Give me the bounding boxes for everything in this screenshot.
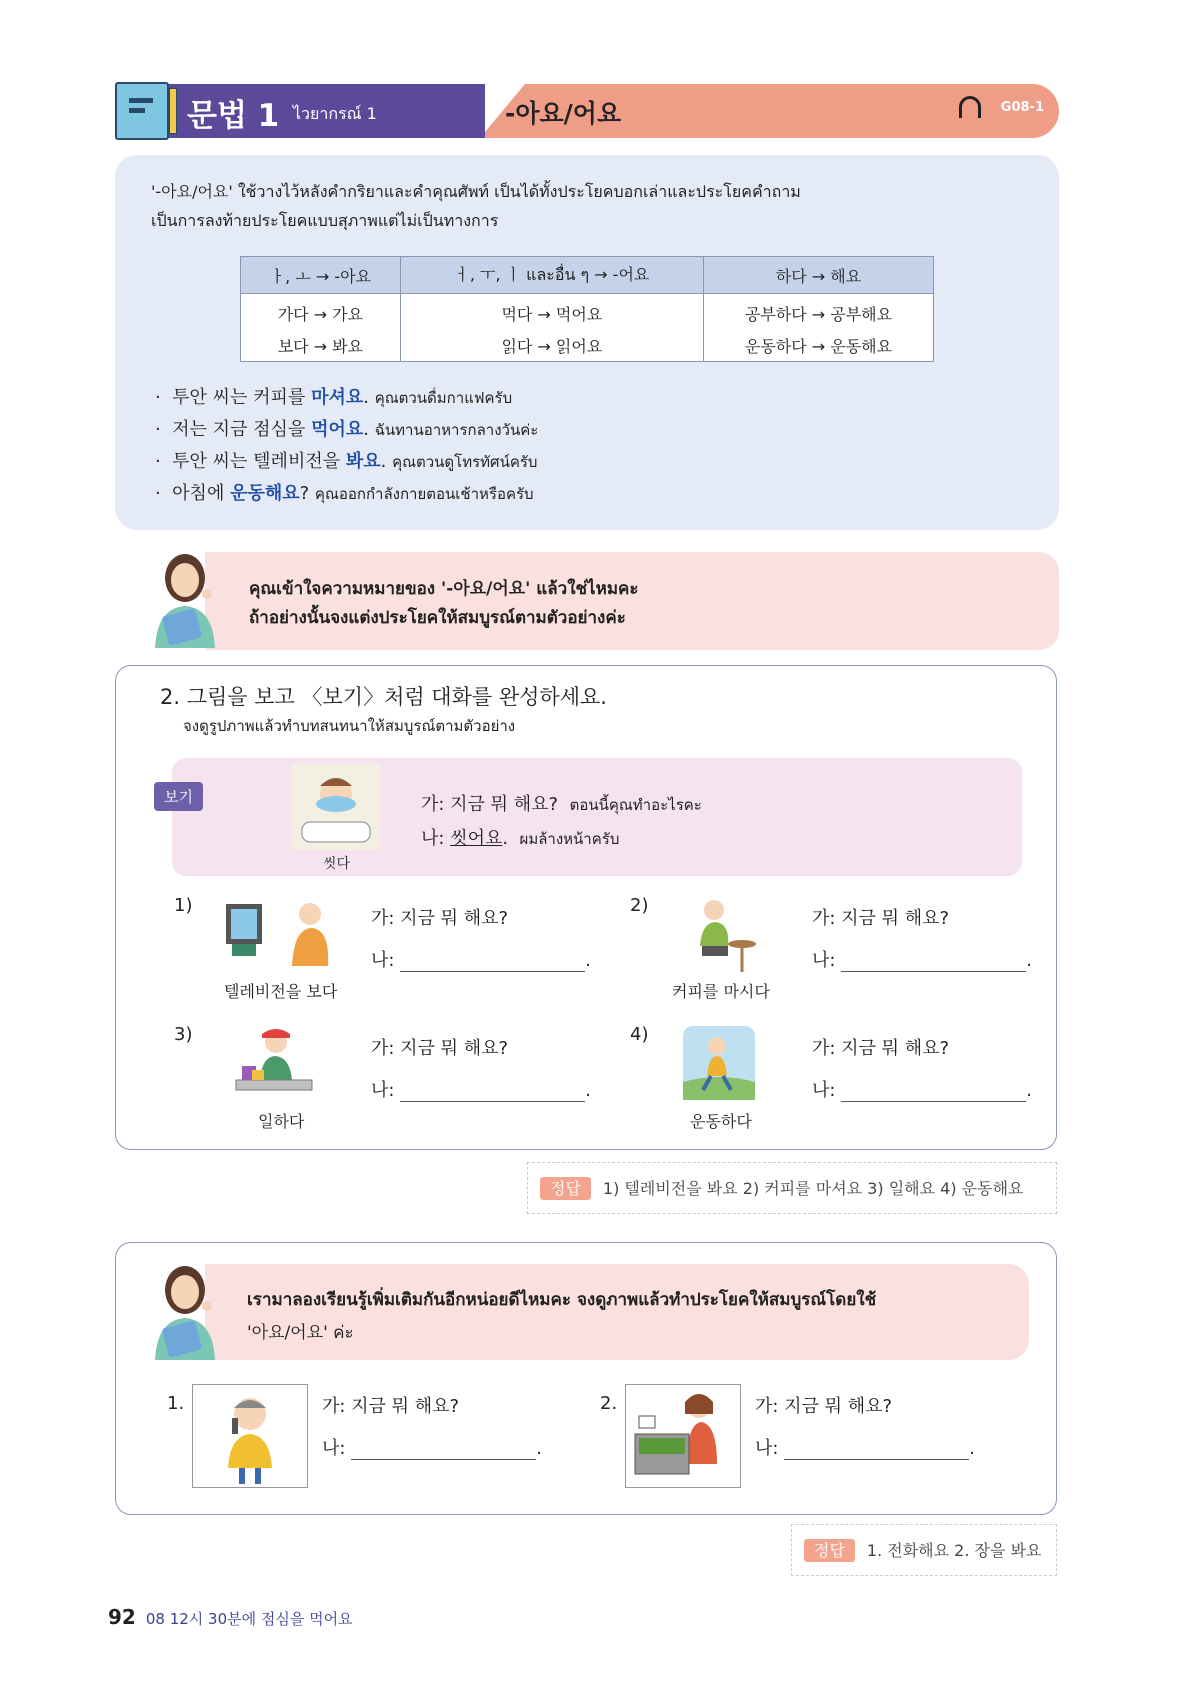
item-answer: 나: . <box>371 1080 591 1101</box>
bubble-line-1: คุณเข้าใจความหมายของ '-아요/어요' แล้วใช่ไหมคะ <box>249 579 639 599</box>
table-header: ㅏ, ㅗ → -아요 <box>241 257 401 294</box>
item-number: 2. <box>600 1393 618 1414</box>
item-question: 가: 지금 뭐 해요? <box>371 1038 509 1059</box>
table-header: ㅓ, ㅜ, ㅣ และอื่น ๆ → -어요 <box>400 257 703 294</box>
item-answer: 나: . <box>322 1438 542 1459</box>
item-question: 가: 지금 뭐 해요? <box>812 908 950 929</box>
item-answer: 나: . <box>812 1080 1032 1101</box>
working-picture <box>232 1024 316 1102</box>
example-sentence: · 투안 씨는 커피를 마셔요. คุณตวนดื่มกาแฟครับ <box>155 387 513 408</box>
grammar-explanation-box <box>115 155 1059 530</box>
headphone-icon[interactable] <box>959 96 981 118</box>
example-sentence: · 투안 씨는 텔레비전을 봐요. คุณตวนดูโทรทัศน์ครับ <box>155 451 538 472</box>
washing-face-picture <box>292 764 380 850</box>
page-footer <box>108 1605 353 1629</box>
item-answer: 나: . <box>371 950 591 971</box>
answer-key <box>527 1162 1057 1214</box>
example-sentence: · 아침에 운동해요? คุณออกกำลังกายตอนเช้าหรือครับ <box>155 483 534 504</box>
intro-line-1: '-아요/어요' ใช้วางไว้หลังคำกริยาและคำคุณศัพท์ เป็นได้ทั้งประโยคบอกเล่าและประโยคคำถาม <box>151 182 801 201</box>
answer-blank[interactable] <box>400 953 585 972</box>
intro-line-2: เป็นการลงท้ายประโยคแบบสุภาพแต่ไม่เป็นทางการ <box>151 211 499 230</box>
bubble-line-2: '아요/어요' ค่ะ <box>247 1323 354 1343</box>
header-thai: ไวยากรณ์ 1 <box>293 104 377 123</box>
answer-blank[interactable] <box>351 1441 536 1460</box>
item-number: 4) <box>630 1024 649 1045</box>
table-cell: 가다 → 가요 <box>241 294 401 330</box>
answer-tag: 정답 <box>804 1539 855 1562</box>
example-sentence: · 저는 지금 점심을 먹어요. ฉันทานอาหารกลางวันค่ะ <box>155 419 539 440</box>
grocery-shopping-picture <box>625 1384 741 1488</box>
item-caption: 텔레비전을 보다 <box>224 982 338 1001</box>
lesson-header <box>115 84 1059 138</box>
exercise-thai: จงดูรูปภาพแล้วทำบทสนทนาให้สมบูรณ์ตามตัวอย่าง <box>183 717 516 735</box>
item-number: 2) <box>630 895 649 916</box>
page-number: 92 <box>108 1605 136 1629</box>
item-number: 1) <box>174 895 193 916</box>
item-question: 가: 지금 뭐 해요? <box>812 1038 950 1059</box>
item-caption: 커피를 마시다 <box>672 982 770 1001</box>
answer-blank[interactable] <box>784 1441 969 1460</box>
watching-tv-picture <box>222 896 334 972</box>
audio-track[interactable]: G08-1 <box>1000 100 1044 115</box>
item-question: 가: 지금 뭐 해요? <box>322 1396 460 1417</box>
bubble-line-2: ถ้าอย่างนั้นจงแต่งประโยคให้สมบูรณ์ตามตัวอย่างค่ะ <box>249 608 626 628</box>
teacher-speech-bubble <box>205 1264 1029 1360</box>
answer-text: 1) 텔레비전을 봐요 2) 커피를 마셔요 3) 일해요 4) 운동해요 <box>602 1179 1024 1198</box>
example-question: 가: 지금 뭐 해요? ตอนนี้คุณทำอะไรคะ <box>421 794 702 815</box>
item-caption: 운동하다 <box>690 1112 752 1131</box>
conjugation-table <box>240 256 934 362</box>
item-caption: 일하다 <box>258 1112 305 1131</box>
answer-key <box>791 1524 1057 1576</box>
table-cell: 읽다 → 읽어요 <box>400 329 703 362</box>
teacher-illustration <box>145 1260 225 1360</box>
example-answer: 나: 씻어요. ผมล้างหน้าครับ <box>421 828 620 849</box>
exercising-picture <box>683 1026 755 1100</box>
header-title: 문법 1 <box>187 98 280 134</box>
chapter-title: 08 12시 30분에 점심을 먹어요 <box>145 1610 353 1628</box>
example-tag: 보기 <box>154 782 203 811</box>
table-header: 하다 → 해요 <box>703 257 933 294</box>
table-cell: 먹다 → 먹어요 <box>400 294 703 330</box>
item-question: 가: 지금 뭐 해요? <box>755 1396 893 1417</box>
table-cell: 공부하다 → 공부해요 <box>703 294 933 330</box>
exercise-title: 2. 그림을 보고 〈보기〉처럼 대화를 완성하세요. <box>160 685 607 709</box>
example-caption: 씻다 <box>323 856 351 872</box>
answer-text: 1. 전화해요 2. 장을 봐요 <box>866 1541 1042 1560</box>
answer-blank[interactable] <box>400 1083 585 1102</box>
header-topic: -아요/어요 <box>505 99 622 128</box>
item-answer: 나: . <box>812 950 1032 971</box>
drinking-coffee-picture <box>690 896 760 974</box>
answer-blank[interactable] <box>841 953 1026 972</box>
item-answer: 나: . <box>755 1438 975 1459</box>
teacher-speech-bubble <box>205 552 1059 650</box>
phone-call-picture <box>192 1384 308 1488</box>
answer-blank[interactable] <box>841 1083 1026 1102</box>
table-cell: 운동하다 → 운동해요 <box>703 329 933 362</box>
bubble-line-1: เรามาลองเรียนรู้เพิ่มเติมกันอีกหน่อยดีไหมคะ จงดูภาพแล้วทำประโยคให้สมบูรณ์โดยใช้ <box>247 1290 877 1310</box>
book-icon <box>115 82 169 140</box>
item-number: 1. <box>167 1393 185 1414</box>
answer-tag: 정답 <box>540 1177 591 1200</box>
teacher-illustration <box>145 548 225 648</box>
item-number: 3) <box>174 1024 193 1045</box>
item-question: 가: 지금 뭐 해요? <box>371 908 509 929</box>
table-cell: 보다 → 봐요 <box>241 329 401 362</box>
